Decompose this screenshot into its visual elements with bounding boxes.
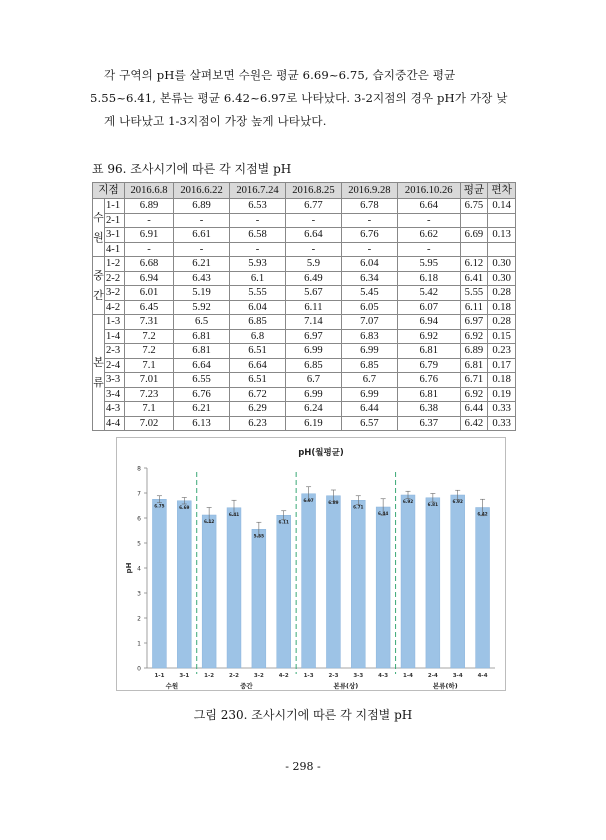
x-tick-label: 1-3	[303, 673, 314, 679]
table-cell: 6.85	[341, 358, 397, 373]
table-cell: 6.11	[460, 300, 488, 315]
table-row	[93, 199, 516, 214]
table-cell: 6.81	[174, 344, 230, 359]
table-cell: 6.94	[125, 271, 174, 286]
table-cell: 5.95	[397, 257, 460, 272]
table-cell: 7.02	[125, 416, 174, 431]
table-cell: 6.23	[230, 416, 286, 431]
table-cell: 6.89	[460, 344, 488, 359]
table-cell: 0.13	[488, 228, 516, 243]
table-cell: 6.49	[285, 271, 341, 286]
group-axis-label: 중간	[240, 682, 253, 690]
table-cell: 6.41	[460, 271, 488, 286]
table-cell: 5.55	[460, 286, 488, 301]
bar-4-2	[277, 515, 291, 668]
station-code: 3-3	[105, 373, 125, 388]
group-axis-label: 본류(상)	[333, 682, 359, 690]
table-cell: 0.30	[488, 271, 516, 286]
table-cell: 6.99	[285, 344, 341, 359]
station-code: 1-4	[105, 329, 125, 344]
data-label: 6.71	[353, 504, 364, 510]
table-cell: 6.69	[460, 228, 488, 243]
table-row	[93, 329, 516, 344]
x-tick-label: 2-2	[229, 673, 239, 679]
table-row	[93, 300, 516, 315]
table-header-3: 2016.7.24	[230, 183, 286, 199]
data-label: 6.89	[328, 499, 339, 505]
station-code: 1-2	[105, 257, 125, 272]
table-cell: 0.15	[488, 329, 516, 344]
station-code: 3-1	[105, 228, 125, 243]
table-cell: 0.17	[488, 358, 516, 373]
station-code: 4-1	[105, 242, 125, 257]
table-cell: 6.78	[341, 199, 397, 214]
ph-table	[92, 182, 516, 431]
table-cell: -	[174, 213, 230, 228]
table-cell: 6.5	[174, 315, 230, 330]
bar-1-1	[152, 499, 166, 668]
table-row	[93, 242, 516, 257]
table-cell: 6.92	[397, 329, 460, 344]
station-code: 2-2	[105, 271, 125, 286]
table-cell	[460, 242, 488, 257]
table-cell: -	[285, 242, 341, 257]
table-cell: 6.71	[460, 373, 488, 388]
bar-2-4	[426, 498, 440, 668]
y-tick-label: 4	[137, 565, 141, 573]
table-header-2: 2016.6.22	[174, 183, 230, 199]
table-cell: 6.99	[341, 344, 397, 359]
table-cell: 6.12	[460, 257, 488, 272]
group-label: 본 류	[93, 315, 105, 431]
table-cell: 6.81	[174, 329, 230, 344]
table-header-row	[93, 183, 516, 199]
table-cell: 6.85	[285, 358, 341, 373]
table-cell: 6.21	[174, 402, 230, 417]
table-cell: 6.83	[341, 329, 397, 344]
data-label: 6.12	[203, 519, 215, 524]
table-cell: 6.76	[341, 228, 397, 243]
table-cell: 6.94	[397, 315, 460, 330]
body-paragraph	[90, 64, 520, 133]
table-cell: 6.45	[125, 300, 174, 315]
table-cell: 6.01	[125, 286, 174, 301]
table-header-0: 지점	[93, 183, 125, 199]
x-tick-label: 1-4	[403, 673, 413, 679]
table-cell: 0.19	[488, 387, 516, 402]
table-cell: -	[125, 213, 174, 228]
data-label: 6.41	[228, 511, 240, 517]
table-cell: 6.79	[397, 358, 460, 373]
station-code: 4-4	[105, 416, 125, 431]
table-cell: 6.21	[174, 257, 230, 272]
data-label: 5.55	[253, 533, 265, 539]
y-tick-label: 3	[137, 590, 141, 598]
table-cell: 7.01	[125, 373, 174, 388]
table-cell: 0.33	[488, 416, 516, 431]
x-tick-label: 1-2	[204, 673, 215, 679]
y-tick-label: 5	[137, 540, 141, 548]
y-tick-label: 7	[137, 490, 141, 498]
table-cell: 6.11	[285, 300, 341, 315]
table-row	[93, 213, 516, 228]
data-label: 6.97	[303, 497, 314, 503]
table-cell: -	[125, 242, 174, 257]
bar-4-3	[376, 507, 390, 668]
table-cell: 6.97	[460, 315, 488, 330]
table-row	[93, 416, 516, 431]
table-cell: 6.99	[341, 387, 397, 402]
table-cell: 0.18	[488, 373, 516, 388]
table-row	[93, 315, 516, 330]
table-cell: 6.58	[230, 228, 286, 243]
table-cell: -	[285, 213, 341, 228]
x-tick-label: 3-1	[179, 673, 190, 679]
data-label: 6.11	[278, 519, 289, 525]
bar-3-2	[252, 529, 266, 668]
table-cell: -	[341, 213, 397, 228]
bar-3-4	[451, 495, 465, 668]
table-cell: 6.38	[397, 402, 460, 417]
table-cell: 5.92	[174, 300, 230, 315]
table-cell: -	[230, 213, 286, 228]
station-code: 4-3	[105, 402, 125, 417]
ph-chart	[116, 437, 506, 691]
table-cell: 6.53	[230, 199, 286, 214]
table-cell: 6.64	[174, 358, 230, 373]
station-code: 3-2	[105, 286, 125, 301]
table-cell: 6.72	[230, 387, 286, 402]
table-cell: 5.42	[397, 286, 460, 301]
table-cell: 6.76	[397, 373, 460, 388]
table-cell: 7.14	[285, 315, 341, 330]
table-header-1: 2016.6.8	[125, 183, 174, 199]
paragraph-line-1: 각 구역의 pH를 살펴보면 수원은 평균 6.69~6.75, 습지중간은 평균	[104, 68, 456, 82]
table-cell: 6.89	[125, 199, 174, 214]
paragraph-line-3: 게 나타났고 1-3지점이 가장 높게 나타났다.	[104, 114, 327, 128]
table-cell: 5.45	[341, 286, 397, 301]
table-cell: 6.19	[285, 416, 341, 431]
table-cell: 6.51	[230, 373, 286, 388]
table-cell	[488, 213, 516, 228]
bar-2-2	[227, 508, 241, 668]
table-cell: 0.23	[488, 344, 516, 359]
station-code: 3-4	[105, 387, 125, 402]
table-header-5: 2016.9.28	[341, 183, 397, 199]
group-label: 수 원	[93, 199, 105, 257]
table-cell: 6.24	[285, 402, 341, 417]
station-code: 2-4	[105, 358, 125, 373]
table-cell: 6.04	[341, 257, 397, 272]
data-label: 6.69	[179, 504, 190, 510]
y-tick-label: 0	[137, 665, 141, 673]
table-row	[93, 387, 516, 402]
table-cell: 6.61	[174, 228, 230, 243]
table-cell: 6.85	[230, 315, 286, 330]
data-label: 6.75	[154, 503, 165, 509]
group-axis-label: 수원	[165, 682, 179, 690]
station-code: 2-1	[105, 213, 125, 228]
table-cell: 6.91	[125, 228, 174, 243]
table-cell: 6.92	[460, 329, 488, 344]
table-cell: 6.37	[397, 416, 460, 431]
table-cell: 6.29	[230, 402, 286, 417]
group-label: 중 간	[93, 257, 105, 315]
table-cell: 0.18	[488, 300, 516, 315]
table-cell: 5.93	[230, 257, 286, 272]
table-cell: 0.14	[488, 199, 516, 214]
bar-1-4	[401, 495, 415, 668]
table-cell: 5.55	[230, 286, 286, 301]
chart-title: pH(월평균)	[298, 448, 344, 458]
bar-3-3	[351, 500, 365, 668]
data-label: 6.81	[427, 501, 439, 507]
table-cell: 6.68	[125, 257, 174, 272]
table-cell: 0.28	[488, 315, 516, 330]
bar-1-3	[302, 494, 316, 668]
y-tick-label: 8	[137, 465, 141, 473]
group-axis-label: 본류(하)	[432, 682, 458, 690]
data-label: 6.92	[402, 499, 414, 504]
table-cell: 6.92	[460, 387, 488, 402]
table-cell: 6.8	[230, 329, 286, 344]
table-cell	[460, 213, 488, 228]
table-cell: 5.67	[285, 286, 341, 301]
table-header-6: 2016.10.26	[397, 183, 460, 199]
data-label: 6.44	[377, 511, 389, 516]
table-cell: 6.13	[174, 416, 230, 431]
table-cell: 6.1	[230, 271, 286, 286]
table-row	[93, 271, 516, 286]
table-cell: 0.28	[488, 286, 516, 301]
table-cell: 6.89	[174, 199, 230, 214]
figure-caption: 그림 230. 조사시기에 따른 각 지점별 pH	[193, 708, 413, 722]
table-cell: 6.04	[230, 300, 286, 315]
data-label: 6.92	[452, 499, 463, 504]
table-row	[93, 228, 516, 243]
table-cell: 6.81	[397, 387, 460, 402]
x-tick-label: 4-3	[378, 673, 389, 679]
table-cell: -	[174, 242, 230, 257]
table-cell: 6.07	[397, 300, 460, 315]
table-cell: 6.64	[397, 199, 460, 214]
table-cell: 7.1	[125, 402, 174, 417]
station-code: 4-2	[105, 300, 125, 315]
table-cell: 6.7	[341, 373, 397, 388]
table-cell: 6.43	[174, 271, 230, 286]
table-cell: 6.51	[230, 344, 286, 359]
table-row	[93, 358, 516, 373]
y-axis-label: pH	[125, 562, 133, 574]
table-cell: 7.07	[341, 315, 397, 330]
x-tick-label: 2-3	[328, 673, 339, 679]
table-title: 표 96. 조사시기에 따른 각 지점별 pH	[92, 162, 292, 176]
table-cell: 6.18	[397, 271, 460, 286]
table-cell: -	[230, 242, 286, 257]
bar-3-1	[177, 501, 191, 668]
table-cell: 6.64	[230, 358, 286, 373]
table-row	[93, 257, 516, 272]
x-tick-label: 2-4	[427, 673, 438, 679]
table-cell: 6.55	[174, 373, 230, 388]
table-cell: 6.05	[341, 300, 397, 315]
table-cell: 7.2	[125, 329, 174, 344]
bar-4-4	[476, 508, 490, 669]
table-cell: 7.1	[125, 358, 174, 373]
y-tick-label: 6	[137, 515, 141, 523]
table-cell: 6.76	[174, 387, 230, 402]
data-label: 6.42	[477, 511, 488, 517]
table-cell: 6.44	[341, 402, 397, 417]
x-tick-label: 4-2	[278, 673, 289, 679]
table-cell: -	[397, 213, 460, 228]
table-row	[93, 286, 516, 301]
table-cell: 6.97	[285, 329, 341, 344]
x-tick-label: 1-1	[154, 673, 165, 679]
table-cell: 6.81	[460, 358, 488, 373]
table-cell: 0.30	[488, 257, 516, 272]
table-cell: 6.34	[341, 271, 397, 286]
table-cell: 6.77	[285, 199, 341, 214]
table-cell: 6.57	[341, 416, 397, 431]
table-cell: 7.31	[125, 315, 174, 330]
paragraph-line-2: 5.55~6.41, 본류는 평균 6.42~6.97로 나타났다. 3-2지점의 경우 pH가 가장 낮	[90, 91, 508, 105]
y-tick-label: 1	[137, 640, 141, 648]
table-cell: 6.64	[285, 228, 341, 243]
table-header-4: 2016.8.25	[285, 183, 341, 199]
ph-chart-svg	[117, 438, 505, 690]
table-cell: -	[341, 242, 397, 257]
page-number: - 298 -	[285, 760, 321, 773]
bar-2-3	[326, 496, 340, 668]
table-cell: 6.81	[397, 344, 460, 359]
table-cell: 6.99	[285, 387, 341, 402]
table-cell: 6.44	[460, 402, 488, 417]
table-cell: 0.33	[488, 402, 516, 417]
station-code: 1-1	[105, 199, 125, 214]
table-row	[93, 344, 516, 359]
table-cell: 5.19	[174, 286, 230, 301]
table-cell: 7.23	[125, 387, 174, 402]
table-header-8: 편차	[488, 183, 516, 199]
x-tick-label: 4-4	[477, 673, 488, 679]
table-cell: 7.2	[125, 344, 174, 359]
bar-1-2	[202, 515, 216, 668]
table-cell: 6.75	[460, 199, 488, 214]
table-header-7: 평균	[460, 183, 488, 199]
station-code: 2-3	[105, 344, 125, 359]
station-code: 1-3	[105, 315, 125, 330]
x-tick-label: 3-4	[452, 673, 463, 679]
table-cell: 5.9	[285, 257, 341, 272]
table-cell	[488, 242, 516, 257]
table-row	[93, 373, 516, 388]
x-tick-label: 3-3	[353, 673, 364, 679]
table-cell: 6.7	[285, 373, 341, 388]
table-cell: 6.62	[397, 228, 460, 243]
x-tick-label: 3-2	[253, 673, 264, 679]
y-tick-label: 2	[137, 615, 141, 623]
table-row	[93, 402, 516, 417]
table-cell: 6.42	[460, 416, 488, 431]
table-cell: -	[397, 242, 460, 257]
